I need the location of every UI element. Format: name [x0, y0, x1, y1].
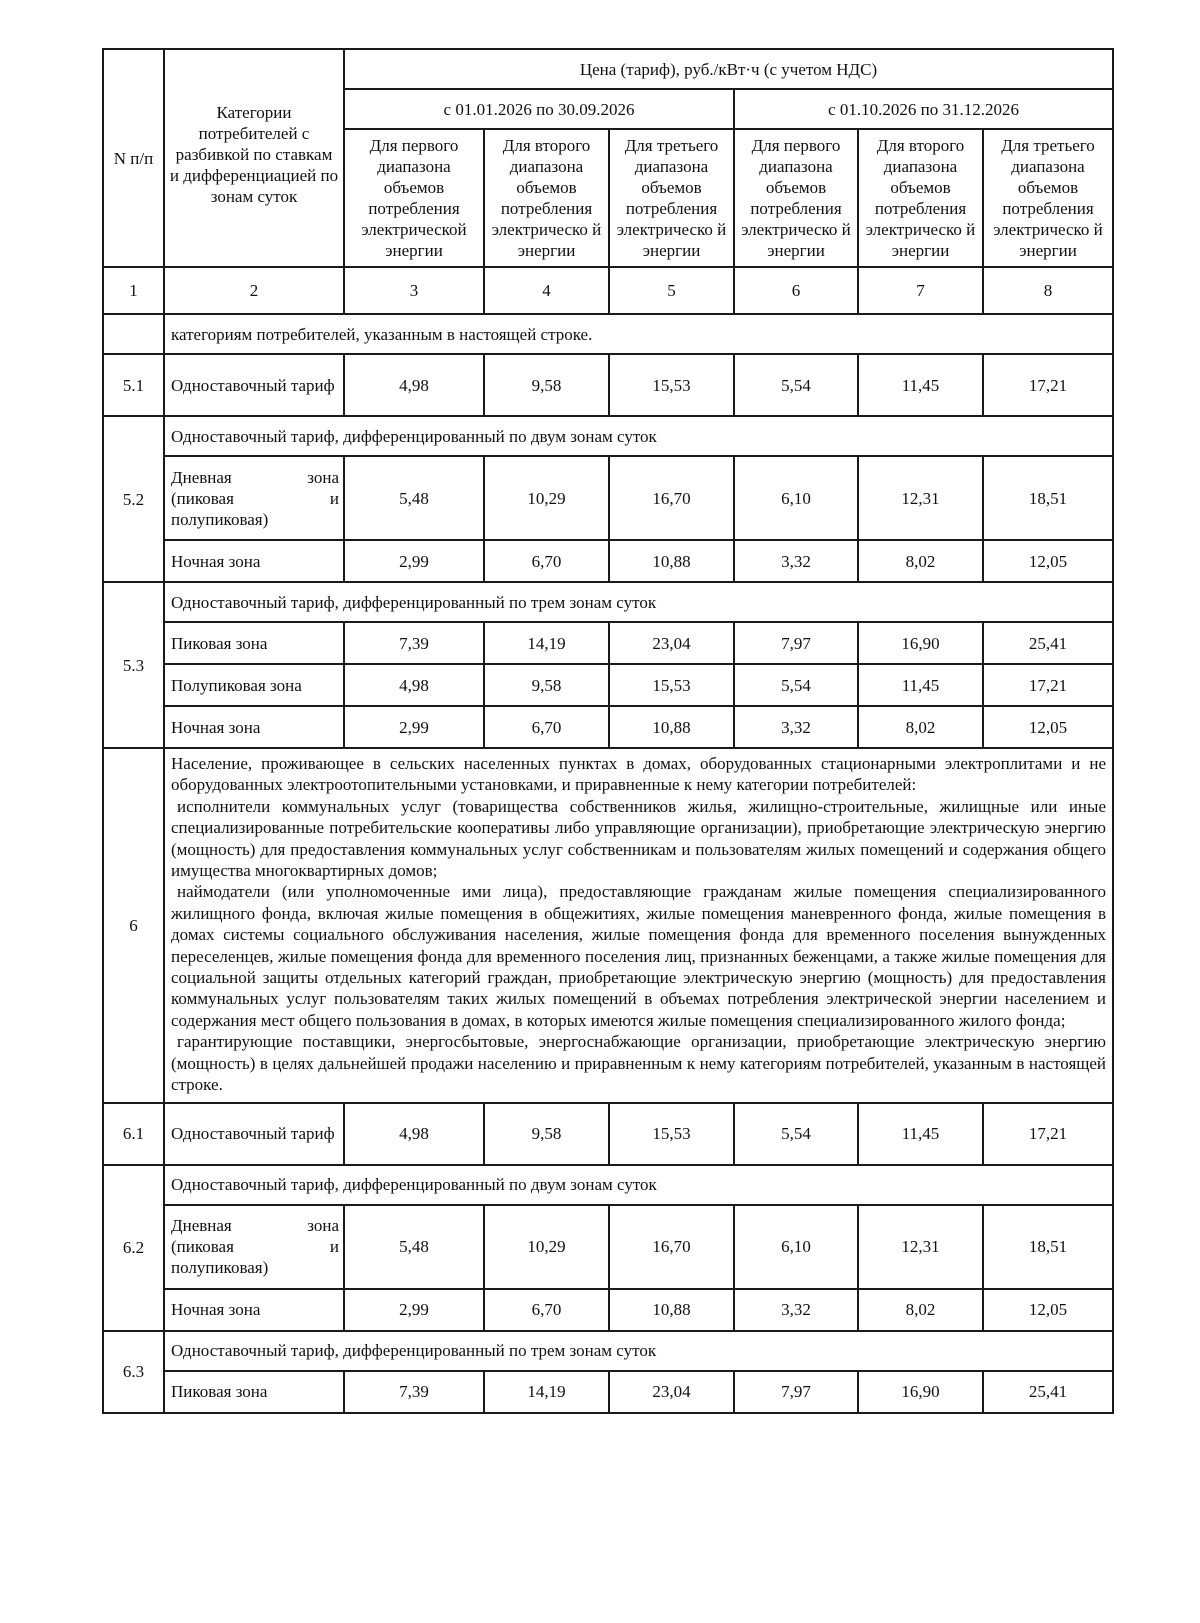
label-word: и	[329, 1237, 339, 1256]
paragraph: исполнители коммунальных услуг (товарищества собственников жилья, жилищно-строительные, жилищные или иные специализированные потребительские кооперативы либо управляющие организации), приобретающие электрическую энергию (мощность) для предоставления коммунальных услуг собственникам и пользователям жилых помещений и содержания общего имущества многоквартирных домов;	[171, 796, 1106, 881]
row-label: Ночная зона	[164, 540, 344, 582]
row-index: 5.2	[103, 416, 164, 582]
subsection-title: Одноставочный тариф, дифференцированный по двум зонам суток	[164, 416, 1113, 456]
table-row	[103, 1289, 1113, 1331]
row-label: Одноставочный тариф	[164, 1103, 344, 1165]
band-header-2: Для второго диапазона объемов потребления электрическо й энергии	[484, 129, 609, 267]
table-row	[103, 622, 1113, 664]
cell-value: 17,21	[983, 664, 1113, 706]
col-num: 1	[103, 267, 164, 314]
cell-value: 7,97	[734, 1371, 858, 1413]
cell-value: 2,99	[344, 1289, 484, 1331]
cell-value: 14,19	[484, 622, 609, 664]
label-word: (пиковая	[171, 488, 234, 508]
row-label: Ночная зона	[164, 706, 344, 748]
col-num: 6	[734, 267, 858, 314]
cell-value: 15,53	[609, 354, 734, 416]
cell-value: 25,41	[983, 622, 1113, 664]
cell-value: 10,29	[484, 1205, 609, 1289]
col-header-category: Категории потребителей с разбивкой по ставкам и дифференциацией по зонам суток	[164, 49, 344, 267]
row-index: 6.2	[103, 1165, 164, 1331]
row-index: 5.1	[103, 354, 164, 416]
cell-value: 11,45	[858, 1103, 983, 1165]
cell-value: 12,05	[983, 540, 1113, 582]
cell-value: 17,21	[983, 354, 1113, 416]
cell-value: 8,02	[858, 706, 983, 748]
cell-value: 12,31	[858, 456, 983, 540]
cell-value: 23,04	[609, 1371, 734, 1413]
row-label-day-zone	[164, 456, 344, 540]
table-row	[103, 664, 1113, 706]
col-num: 3	[344, 267, 484, 314]
cell-value: 15,53	[609, 1103, 734, 1165]
cell-value: 10,29	[484, 456, 609, 540]
label-word: полупиковая)	[171, 509, 269, 529]
band-header-6: Для третьего диапазона объемов потребления электрическо й энергии	[983, 129, 1113, 267]
column-number-row	[103, 267, 1113, 314]
row-label: Полупиковая зона	[164, 664, 344, 706]
cell-value: 16,90	[858, 622, 983, 664]
label-word: и	[329, 488, 339, 508]
table-row	[103, 582, 1113, 622]
continuation-text: категориям потребителей, указанным в настоящей строке.	[164, 314, 1113, 354]
cell-value: 5,48	[344, 456, 484, 540]
band-header-3: Для третьего диапазона объемов потребления электрическо й энергии	[609, 129, 734, 267]
cell-value: 5,48	[344, 1205, 484, 1289]
cell-value: 8,02	[858, 540, 983, 582]
row-index: 6	[103, 748, 164, 1103]
label-word: полупиковая)	[171, 1258, 269, 1277]
cell-value: 7,39	[344, 622, 484, 664]
paragraph: гарантирующие поставщики, энергосбытовые, энергоснабжающие организации, приобретающие электрическую энергию (мощность) в целях дальнейшей продажи населению и приравненным к нему категориям потребителей, указанным в настоящей строке.	[171, 1032, 1106, 1095]
col-num: 2	[164, 267, 344, 314]
table-row	[103, 1205, 1113, 1289]
row-index: 6.3	[103, 1331, 164, 1413]
cell-value: 11,45	[858, 354, 983, 416]
cell-value: 3,32	[734, 540, 858, 582]
cell-value: 4,98	[344, 664, 484, 706]
subsection-title: Одноставочный тариф, дифференцированный по двум зонам суток	[164, 1165, 1113, 1205]
table-row	[103, 1371, 1113, 1413]
subsection-title: Одноставочный тариф, дифференцированный по трем зонам суток	[164, 1331, 1113, 1371]
row-index: 5.3	[103, 582, 164, 748]
paragraph: Население, проживающее в сельских населенных пунктах в домах, оборудованных стационарными электроплитами и не оборудованных электроотопительными установками, и приравненные к нему категории потребителей:	[171, 754, 1106, 795]
period-2: с 01.10.2026 по 31.12.2026	[734, 89, 1113, 129]
col-num: 8	[983, 267, 1113, 314]
row-label: Пиковая зона	[164, 622, 344, 664]
cell-value: 6,70	[484, 540, 609, 582]
cell-value: 23,04	[609, 622, 734, 664]
cell-value: 7,97	[734, 622, 858, 664]
row-index: 6.1	[103, 1103, 164, 1165]
cell-value: 12,05	[983, 1289, 1113, 1331]
table-row	[103, 456, 1113, 540]
row-label: Одноставочный тариф	[164, 354, 344, 416]
label-word: зона	[307, 467, 339, 487]
col-num: 4	[484, 267, 609, 314]
cell-value: 3,32	[734, 706, 858, 748]
cell-value: 16,70	[609, 456, 734, 540]
table-row	[103, 1165, 1113, 1205]
table-row	[103, 354, 1113, 416]
cell-value: 6,10	[734, 1205, 858, 1289]
cell-value: 10,88	[609, 706, 734, 748]
cell-value: 10,88	[609, 540, 734, 582]
label-word: зона	[307, 1216, 339, 1235]
cell-value: 5,54	[734, 664, 858, 706]
cell-value: 12,05	[983, 706, 1113, 748]
table-row	[103, 314, 1113, 354]
col-num: 7	[858, 267, 983, 314]
cell-value: 6,10	[734, 456, 858, 540]
price-title: Цена (тариф), руб./кВт·ч (с учетом НДС)	[344, 49, 1113, 89]
cell-value: 18,51	[983, 1205, 1113, 1289]
table-row	[103, 748, 1113, 1103]
label-word: Дневная	[171, 1216, 232, 1235]
row-label-day-zone	[164, 1205, 344, 1289]
cell-value: 6,70	[484, 706, 609, 748]
cell-value: 9,58	[484, 664, 609, 706]
cell-value: 16,70	[609, 1205, 734, 1289]
subsection-title: Одноставочный тариф, дифференцированный по трем зонам суток	[164, 582, 1113, 622]
cell-value: 3,32	[734, 1289, 858, 1331]
col-num: 5	[609, 267, 734, 314]
band-header-4: Для первого диапазона объемов потребления электрическо й энергии	[734, 129, 858, 267]
cell-value: 17,21	[983, 1103, 1113, 1165]
cell-value: 18,51	[983, 456, 1113, 540]
cell-value: 4,98	[344, 1103, 484, 1165]
tariff-document-page	[102, 48, 1112, 1414]
row-index	[103, 314, 164, 354]
cell-value: 5,54	[734, 1103, 858, 1165]
col-header-index: N п/п	[103, 49, 164, 267]
cell-value: 8,02	[858, 1289, 983, 1331]
cell-value: 4,98	[344, 354, 484, 416]
table-row	[103, 1331, 1113, 1371]
cell-value: 10,88	[609, 1289, 734, 1331]
cell-value: 2,99	[344, 540, 484, 582]
row-label: Пиковая зона	[164, 1371, 344, 1413]
tariff-table	[102, 48, 1114, 1414]
cell-value: 12,31	[858, 1205, 983, 1289]
cell-value: 11,45	[858, 664, 983, 706]
table-row	[103, 540, 1113, 582]
band-header-1: Для первого диапазона объемов потребления электрической энергии	[344, 129, 484, 267]
table-row	[103, 1103, 1113, 1165]
label-word: (пиковая	[171, 1237, 234, 1256]
cell-value: 16,90	[858, 1371, 983, 1413]
cell-value: 7,39	[344, 1371, 484, 1413]
cell-value: 9,58	[484, 1103, 609, 1165]
cell-value: 25,41	[983, 1371, 1113, 1413]
table-row	[103, 706, 1113, 748]
paragraph: наймодатели (или уполномоченные ими лица), предоставляющие гражданам жилые помещения специализированного жилищного фонда, включая жилые помещения в общежитиях, жилые помещения маневренного фонда, жилые помещения в домах системы социального обслуживания населения, жилые помещения фонда для временного поселения вынужденных переселенцев, жилые помещения фонда для временного поселения лиц, признанных беженцами, а также жилые помещения для социальной защиты отдельных категорий граждан, приобретающие электрическую энергию (мощность) для предоставления коммунальных услуг пользователям таких жилых помещений в объемах потребления электрической энергии населением и содержания мест общего пользования в домах, в которых имеются жилые помещения специализированного жилого фонда;	[171, 882, 1106, 1030]
cell-value: 9,58	[484, 354, 609, 416]
cell-value: 6,70	[484, 1289, 609, 1331]
section-6-description	[164, 748, 1113, 1103]
label-word: Дневная	[171, 467, 232, 487]
cell-value: 5,54	[734, 354, 858, 416]
band-header-5: Для второго диапазона объемов потребления электрическо й энергии	[858, 129, 983, 267]
table-row	[103, 416, 1113, 456]
row-label: Ночная зона	[164, 1289, 344, 1331]
period-1: с 01.01.2026 по 30.09.2026	[344, 89, 734, 129]
cell-value: 2,99	[344, 706, 484, 748]
cell-value: 15,53	[609, 664, 734, 706]
cell-value: 14,19	[484, 1371, 609, 1413]
